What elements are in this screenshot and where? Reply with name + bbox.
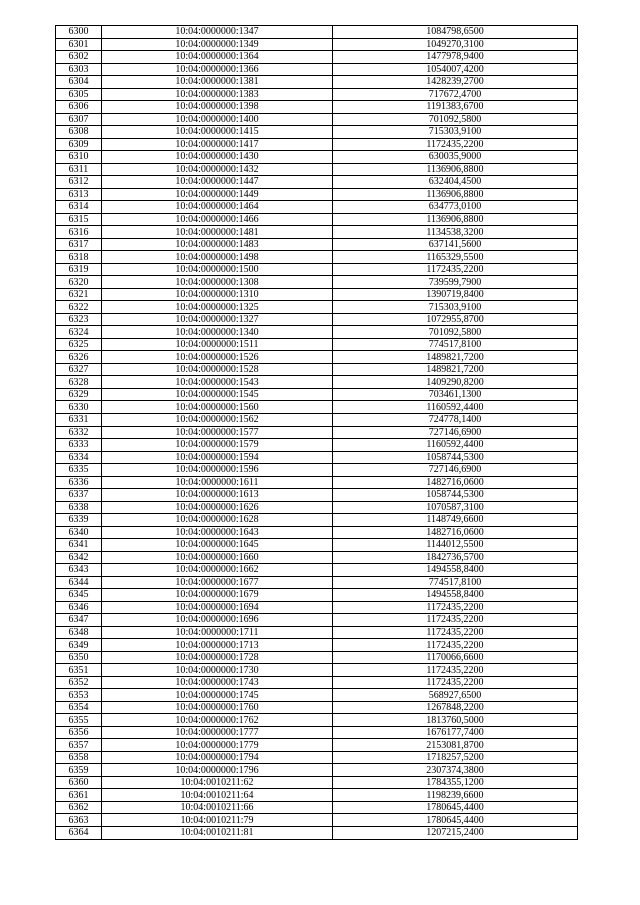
value-cell: 1172435,2200 (333, 138, 578, 151)
value-cell: 1267848,2200 (333, 701, 578, 714)
table-row (56, 639, 578, 652)
value-cell: 1172435,2200 (333, 626, 578, 639)
cadastral-number-cell: 10:04:0000000:1349 (102, 38, 333, 51)
value-cell: 774517,8100 (333, 338, 578, 351)
row-number-cell: 6355 (56, 714, 102, 727)
row-number-cell: 6318 (56, 251, 102, 264)
cadastral-number-cell: 10:04:0000000:1347 (102, 26, 333, 39)
value-cell: 1172435,2200 (333, 664, 578, 677)
cadastral-number-cell: 10:04:0000000:1340 (102, 326, 333, 339)
table-row (56, 176, 578, 189)
row-number-cell: 6346 (56, 601, 102, 614)
value-cell: 1390719,8400 (333, 288, 578, 301)
row-number-cell: 6302 (56, 51, 102, 64)
table-row (56, 226, 578, 239)
row-number-cell: 6307 (56, 113, 102, 126)
table-row (56, 801, 578, 814)
table-row (56, 614, 578, 627)
table-row (56, 539, 578, 552)
cadastral-number-cell: 10:04:0000000:1794 (102, 751, 333, 764)
cadastral-number-cell: 10:04:0000000:1745 (102, 689, 333, 702)
cadastral-number-cell: 10:04:0000000:1528 (102, 363, 333, 376)
table-row (56, 551, 578, 564)
table-row (56, 151, 578, 164)
cadastral-number-cell: 10:04:0000000:1366 (102, 63, 333, 76)
table-row (56, 238, 578, 251)
table-row (56, 589, 578, 602)
cadastral-number-cell: 10:04:0000000:1596 (102, 464, 333, 477)
row-number-cell: 6330 (56, 401, 102, 414)
table-row (56, 439, 578, 452)
table-row (56, 576, 578, 589)
table-row (56, 338, 578, 351)
row-number-cell: 6303 (56, 63, 102, 76)
cadastral-number-cell: 10:04:0000000:1483 (102, 238, 333, 251)
table-row (56, 514, 578, 527)
row-number-cell: 6311 (56, 163, 102, 176)
cadastral-number-cell: 10:04:0000000:1466 (102, 213, 333, 226)
table-row (56, 476, 578, 489)
value-cell: 717672,4700 (333, 88, 578, 101)
cadastral-number-cell: 10:04:0000000:1594 (102, 451, 333, 464)
table-row (56, 751, 578, 764)
row-number-cell: 6334 (56, 451, 102, 464)
value-cell: 715303,9100 (333, 301, 578, 314)
value-cell: 1165329,5500 (333, 251, 578, 264)
row-number-cell: 6314 (56, 201, 102, 214)
value-cell: 703461,1300 (333, 388, 578, 401)
cadastral-number-cell: 10:04:0000000:1560 (102, 401, 333, 414)
value-cell: 632404,4500 (333, 176, 578, 189)
row-number-cell: 6359 (56, 764, 102, 777)
value-cell: 1070587,3100 (333, 501, 578, 514)
table-row (56, 464, 578, 477)
row-number-cell: 6316 (56, 226, 102, 239)
value-cell: 1494558,8400 (333, 564, 578, 577)
cadastral-number-cell: 10:04:0000000:1310 (102, 288, 333, 301)
cadastral-number-cell: 10:04:0000000:1364 (102, 51, 333, 64)
value-cell: 724778,1400 (333, 413, 578, 426)
value-cell: 1084798,6500 (333, 26, 578, 39)
value-cell: 1136906,8800 (333, 213, 578, 226)
value-cell: 1172435,2200 (333, 601, 578, 614)
table-row (56, 714, 578, 727)
row-number-cell: 6332 (56, 426, 102, 439)
row-number-cell: 6358 (56, 751, 102, 764)
table-row (56, 301, 578, 314)
cadastral-number-cell: 10:04:0000000:1481 (102, 226, 333, 239)
cadastral-number-cell: 10:04:0000000:1643 (102, 526, 333, 539)
row-number-cell: 6305 (56, 88, 102, 101)
cadastral-number-cell: 10:04:0000000:1383 (102, 88, 333, 101)
table-row (56, 376, 578, 389)
row-number-cell: 6339 (56, 514, 102, 527)
row-number-cell: 6352 (56, 676, 102, 689)
cadastral-value-table (55, 25, 578, 840)
cadastral-number-cell: 10:04:0000000:1628 (102, 514, 333, 527)
value-cell: 1813760,5000 (333, 714, 578, 727)
value-cell: 1489821,7200 (333, 363, 578, 376)
row-number-cell: 6363 (56, 814, 102, 827)
table-row (56, 701, 578, 714)
cadastral-number-cell: 10:04:0000000:1447 (102, 176, 333, 189)
row-number-cell: 6304 (56, 76, 102, 89)
cadastral-number-cell: 10:04:0000000:1381 (102, 76, 333, 89)
table-row (56, 63, 578, 76)
table-row (56, 126, 578, 139)
cadastral-number-cell: 10:04:0000000:1662 (102, 564, 333, 577)
table-row (56, 814, 578, 827)
value-cell: 1494558,8400 (333, 589, 578, 602)
table-row (56, 426, 578, 439)
cadastral-number-cell: 10:04:0000000:1743 (102, 676, 333, 689)
value-cell: 1054007,4200 (333, 63, 578, 76)
value-cell: 739599,7900 (333, 276, 578, 289)
row-number-cell: 6338 (56, 501, 102, 514)
value-cell: 1136906,8800 (333, 163, 578, 176)
row-number-cell: 6364 (56, 827, 102, 840)
value-cell: 1676177,7400 (333, 726, 578, 739)
table-row (56, 451, 578, 464)
row-number-cell: 6324 (56, 326, 102, 339)
table-row (56, 38, 578, 51)
row-number-cell: 6360 (56, 776, 102, 789)
value-cell: 568927,6500 (333, 689, 578, 702)
row-number-cell: 6335 (56, 464, 102, 477)
cadastral-number-cell: 10:04:0000000:1679 (102, 589, 333, 602)
table-row (56, 388, 578, 401)
table-row (56, 664, 578, 677)
cadastral-number-cell: 10:04:0000000:1545 (102, 388, 333, 401)
value-cell: 630035,9000 (333, 151, 578, 164)
cadastral-number-cell: 10:04:0010211:81 (102, 827, 333, 840)
cadastral-number-cell: 10:04:0000000:1645 (102, 539, 333, 552)
table-row (56, 351, 578, 364)
value-cell: 701092,5800 (333, 113, 578, 126)
cadastral-number-cell: 10:04:0000000:1398 (102, 101, 333, 114)
cadastral-number-cell: 10:04:0000000:1777 (102, 726, 333, 739)
cadastral-number-cell: 10:04:0000000:1400 (102, 113, 333, 126)
cadastral-number-cell: 10:04:0000000:1562 (102, 413, 333, 426)
table-row (56, 263, 578, 276)
table-row (56, 251, 578, 264)
cadastral-number-cell: 10:04:0000000:1417 (102, 138, 333, 151)
row-number-cell: 6342 (56, 551, 102, 564)
row-number-cell: 6319 (56, 263, 102, 276)
cadastral-number-cell: 10:04:0000000:1577 (102, 426, 333, 439)
value-cell: 1172435,2200 (333, 676, 578, 689)
value-cell: 774517,8100 (333, 576, 578, 589)
row-number-cell: 6340 (56, 526, 102, 539)
cadastral-number-cell: 10:04:0010211:64 (102, 789, 333, 802)
table-row (56, 276, 578, 289)
table-row (56, 564, 578, 577)
table-row (56, 201, 578, 214)
cadastral-number-cell: 10:04:0000000:1579 (102, 439, 333, 452)
value-cell: 1136906,8800 (333, 188, 578, 201)
cadastral-number-cell: 10:04:0000000:1464 (102, 201, 333, 214)
table-row (56, 676, 578, 689)
cadastral-number-cell: 10:04:0010211:62 (102, 776, 333, 789)
row-number-cell: 6337 (56, 489, 102, 502)
row-number-cell: 6336 (56, 476, 102, 489)
row-number-cell: 6325 (56, 338, 102, 351)
value-cell: 727146,6900 (333, 464, 578, 477)
table-row (56, 163, 578, 176)
table-row (56, 827, 578, 840)
cadastral-number-cell: 10:04:0000000:1613 (102, 489, 333, 502)
row-number-cell: 6344 (56, 576, 102, 589)
value-cell: 1482716,0600 (333, 476, 578, 489)
table-row (56, 88, 578, 101)
row-number-cell: 6353 (56, 689, 102, 702)
value-cell: 1134538,3200 (333, 226, 578, 239)
table-row (56, 526, 578, 539)
cadastral-number-cell: 10:04:0000000:1511 (102, 338, 333, 351)
row-number-cell: 6312 (56, 176, 102, 189)
cadastral-number-cell: 10:04:0000000:1713 (102, 639, 333, 652)
row-number-cell: 6343 (56, 564, 102, 577)
table-row (56, 489, 578, 502)
cadastral-number-cell: 10:04:0000000:1696 (102, 614, 333, 627)
cadastral-number-cell: 10:04:0000000:1626 (102, 501, 333, 514)
cadastral-number-cell: 10:04:0000000:1432 (102, 163, 333, 176)
cadastral-number-cell: 10:04:0000000:1430 (102, 151, 333, 164)
table-row (56, 188, 578, 201)
cadastral-number-cell: 10:04:0000000:1728 (102, 651, 333, 664)
row-number-cell: 6328 (56, 376, 102, 389)
value-cell: 1207215,2400 (333, 827, 578, 840)
table-row (56, 651, 578, 664)
value-cell: 2153081,8700 (333, 739, 578, 752)
value-cell: 1780645,4400 (333, 801, 578, 814)
value-cell: 1784355,1200 (333, 776, 578, 789)
table-row (56, 739, 578, 752)
table-row (56, 213, 578, 226)
table-row (56, 113, 578, 126)
row-number-cell: 6347 (56, 614, 102, 627)
row-number-cell: 6306 (56, 101, 102, 114)
row-number-cell: 6321 (56, 288, 102, 301)
value-cell: 1428239,2700 (333, 76, 578, 89)
row-number-cell: 6354 (56, 701, 102, 714)
value-cell: 715303,9100 (333, 126, 578, 139)
cadastral-number-cell: 10:04:0000000:1779 (102, 739, 333, 752)
row-number-cell: 6349 (56, 639, 102, 652)
cadastral-number-cell: 10:04:0000000:1308 (102, 276, 333, 289)
value-cell: 1409290,8200 (333, 376, 578, 389)
table-row (56, 313, 578, 326)
value-cell: 1172435,2200 (333, 263, 578, 276)
cadastral-number-cell: 10:04:0010211:66 (102, 801, 333, 814)
table-row (56, 76, 578, 89)
table-body (56, 26, 578, 840)
cadastral-number-cell: 10:04:0000000:1660 (102, 551, 333, 564)
row-number-cell: 6345 (56, 589, 102, 602)
cadastral-number-cell: 10:04:0000000:1500 (102, 263, 333, 276)
value-cell: 1477978,9400 (333, 51, 578, 64)
cadastral-number-cell: 10:04:0000000:1415 (102, 126, 333, 139)
table-row (56, 326, 578, 339)
row-number-cell: 6362 (56, 801, 102, 814)
cadastral-number-cell: 10:04:0000000:1543 (102, 376, 333, 389)
value-cell: 1049270,3100 (333, 38, 578, 51)
cadastral-number-cell: 10:04:0000000:1327 (102, 313, 333, 326)
cadastral-number-cell: 10:04:0000000:1730 (102, 664, 333, 677)
row-number-cell: 6323 (56, 313, 102, 326)
table-row (56, 51, 578, 64)
cadastral-number-cell: 10:04:0000000:1711 (102, 626, 333, 639)
table-row (56, 501, 578, 514)
row-number-cell: 6329 (56, 388, 102, 401)
row-number-cell: 6322 (56, 301, 102, 314)
value-cell: 1842736,5700 (333, 551, 578, 564)
value-cell: 1170066,6600 (333, 651, 578, 664)
value-cell: 727146,6900 (333, 426, 578, 439)
value-cell: 1160592,4400 (333, 439, 578, 452)
value-cell: 634773,0100 (333, 201, 578, 214)
cadastral-number-cell: 10:04:0000000:1498 (102, 251, 333, 264)
value-cell: 1198239,6600 (333, 789, 578, 802)
table-row (56, 401, 578, 414)
cadastral-number-cell: 10:04:0000000:1760 (102, 701, 333, 714)
value-cell: 637141,5600 (333, 238, 578, 251)
cadastral-number-cell: 10:04:0000000:1762 (102, 714, 333, 727)
row-number-cell: 6357 (56, 739, 102, 752)
table-row (56, 776, 578, 789)
row-number-cell: 6350 (56, 651, 102, 664)
row-number-cell: 6341 (56, 539, 102, 552)
cadastral-number-cell: 10:04:0000000:1796 (102, 764, 333, 777)
value-cell: 1780645,4400 (333, 814, 578, 827)
value-cell: 1489821,7200 (333, 351, 578, 364)
cadastral-number-cell: 10:04:0000000:1449 (102, 188, 333, 201)
value-cell: 1058744,5300 (333, 489, 578, 502)
row-number-cell: 6356 (56, 726, 102, 739)
value-cell: 701092,5800 (333, 326, 578, 339)
table-row (56, 626, 578, 639)
table-row (56, 288, 578, 301)
row-number-cell: 6348 (56, 626, 102, 639)
cadastral-number-cell: 10:04:0000000:1677 (102, 576, 333, 589)
row-number-cell: 6327 (56, 363, 102, 376)
cadastral-number-cell: 10:04:0010211:79 (102, 814, 333, 827)
row-number-cell: 6333 (56, 439, 102, 452)
table-row (56, 413, 578, 426)
table-row (56, 101, 578, 114)
value-cell: 1191383,6700 (333, 101, 578, 114)
value-cell: 1160592,4400 (333, 401, 578, 414)
table-row (56, 689, 578, 702)
row-number-cell: 6308 (56, 126, 102, 139)
table-row (56, 138, 578, 151)
value-cell: 1144012,5500 (333, 539, 578, 552)
cadastral-number-cell: 10:04:0000000:1325 (102, 301, 333, 314)
cadastral-number-cell: 10:04:0000000:1694 (102, 601, 333, 614)
row-number-cell: 6301 (56, 38, 102, 51)
row-number-cell: 6361 (56, 789, 102, 802)
cadastral-number-cell: 10:04:0000000:1611 (102, 476, 333, 489)
value-cell: 1148749,6600 (333, 514, 578, 527)
table-row (56, 26, 578, 39)
value-cell: 1172435,2200 (333, 639, 578, 652)
value-cell: 1482716,0600 (333, 526, 578, 539)
row-number-cell: 6320 (56, 276, 102, 289)
table-row (56, 789, 578, 802)
value-cell: 1072955,8700 (333, 313, 578, 326)
row-number-cell: 6351 (56, 664, 102, 677)
row-number-cell: 6326 (56, 351, 102, 364)
row-number-cell: 6310 (56, 151, 102, 164)
cadastral-number-cell: 10:04:0000000:1526 (102, 351, 333, 364)
value-cell: 1058744,5300 (333, 451, 578, 464)
row-number-cell: 6313 (56, 188, 102, 201)
value-cell: 1172435,2200 (333, 614, 578, 627)
table-row (56, 601, 578, 614)
row-number-cell: 6309 (56, 138, 102, 151)
row-number-cell: 6300 (56, 26, 102, 39)
value-cell: 2307374,3800 (333, 764, 578, 777)
table-row (56, 764, 578, 777)
row-number-cell: 6331 (56, 413, 102, 426)
table-row (56, 726, 578, 739)
table-row (56, 363, 578, 376)
value-cell: 1718257,5200 (333, 751, 578, 764)
row-number-cell: 6317 (56, 238, 102, 251)
row-number-cell: 6315 (56, 213, 102, 226)
